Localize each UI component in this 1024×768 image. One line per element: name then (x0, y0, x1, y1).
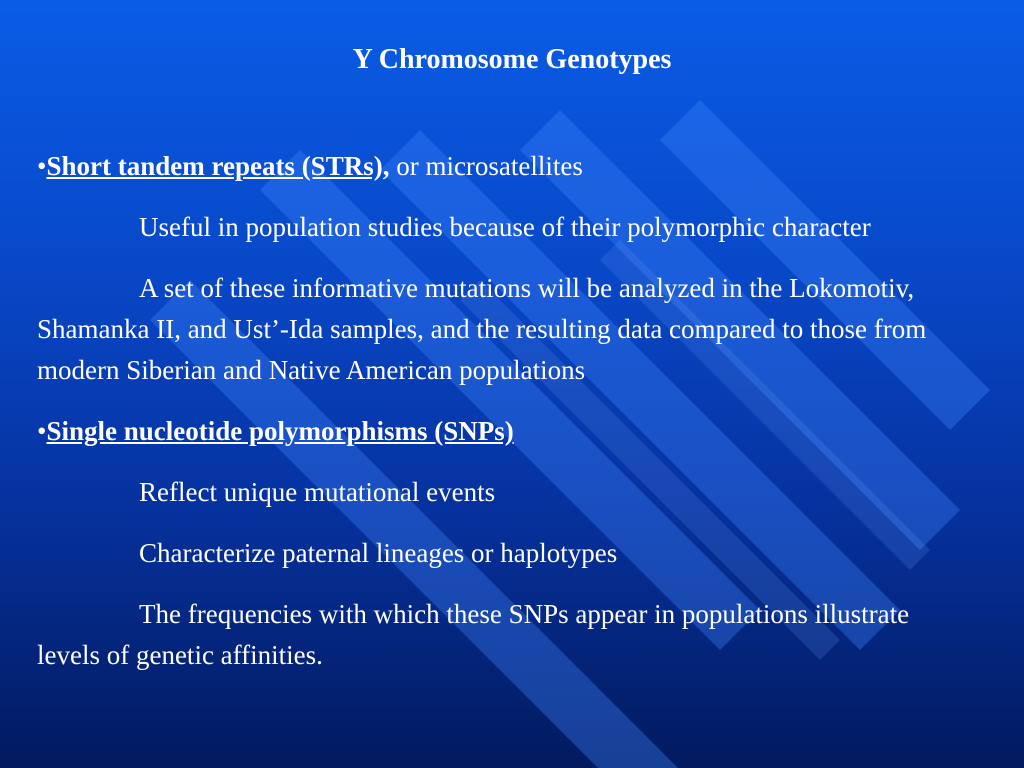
bullet-strs (37, 146, 967, 187)
strs-tail: or microsatellites (389, 151, 583, 181)
bullet-marker: • (37, 416, 47, 446)
strs-subpoint: Useful in population studies because of their polymorphic character (139, 212, 871, 242)
bullet-marker: • (37, 151, 47, 181)
strs-subpoint: A set of these informative mutations will be analyzed in the Lokomotiv, Shamanka II, and Ust’-Ida samples, and the resulting data compared to those from modern Siberian and Native American populations (37, 273, 927, 385)
slide-body (37, 146, 967, 696)
snps-subpoint: Reflect unique mutational events (139, 477, 496, 507)
snps-term: Single nucleotide polymorphisms (SNPs) (46, 416, 514, 446)
strs-term: Short tandem repeats (STRs), (46, 151, 390, 181)
bullet-snps (37, 411, 967, 452)
snps-subpoint: The frequencies with which these SNPs appear in populations illustrate levels of genetic affinities. (37, 599, 910, 670)
slide-title: Y Chromosome Genotypes (352, 44, 672, 75)
snps-subpoint: Characterize paternal lineages or haplotypes (139, 538, 618, 568)
